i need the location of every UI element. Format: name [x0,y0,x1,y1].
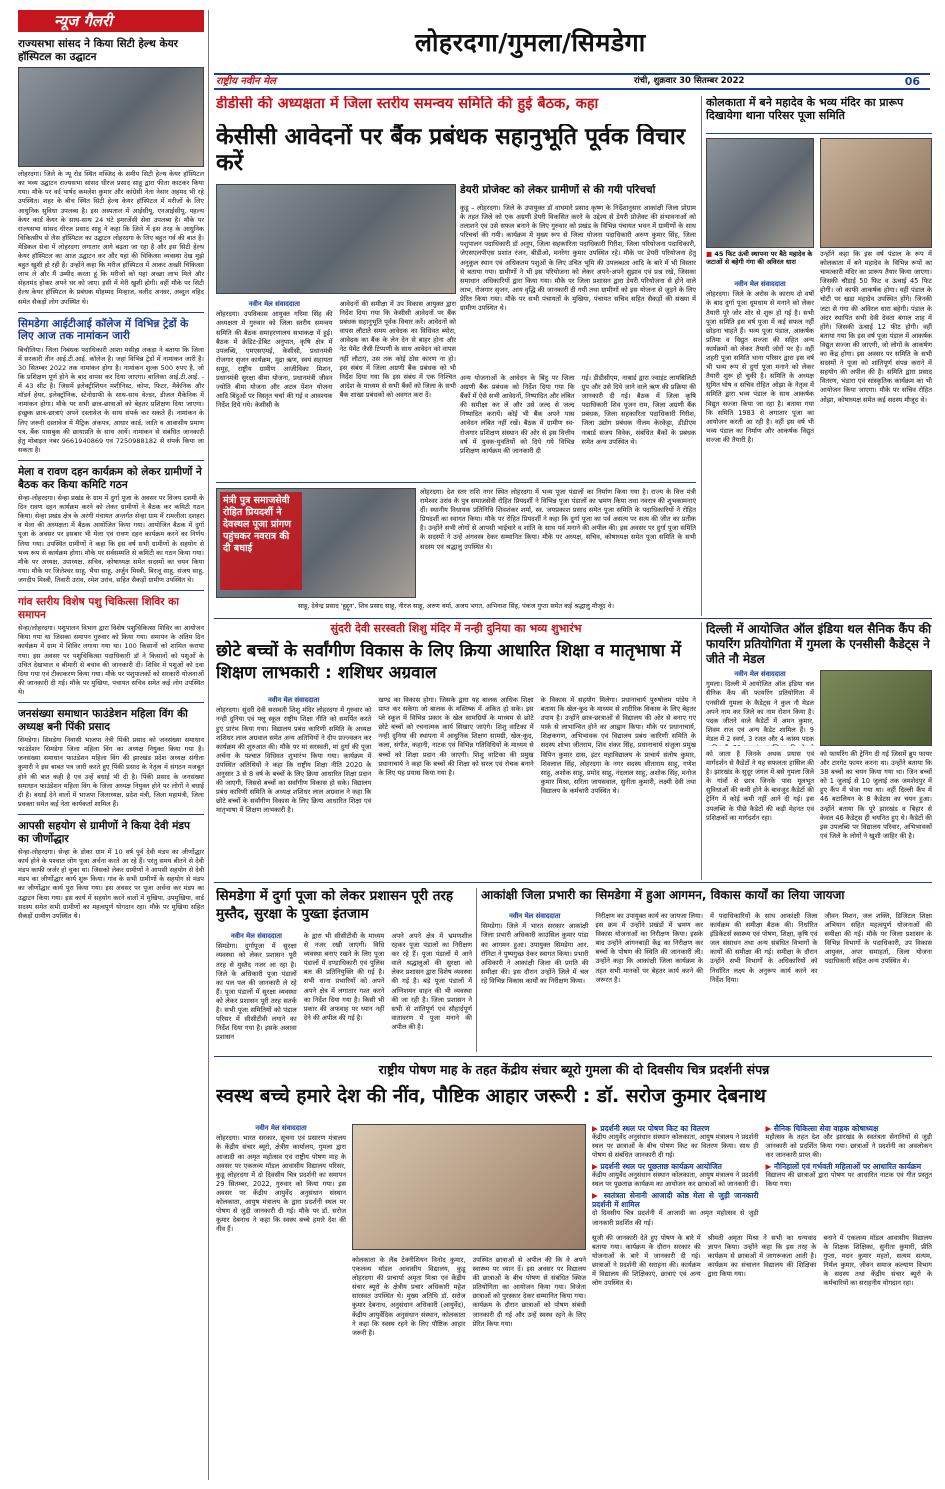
nutrition-col-4: सूजी की जानकारी देते हुए पोषण के बारे में बताया गया। कार्यक्रम के दौरान सरकार की योजनाओं के बारे में जानकारी दी गई। छात्राओं ने प्रदर्शनी की सराहना की। कार्यक्रम में विद्यालय की शिक्षिकाएं, छात्राएं एवं अन्य लोग उपस्थित थे। [592,1233,701,1288]
nutrition-sub-3-head: ▶ स्वतंत्रता सेनानी आजादी कोष्ठ मेला से जुड़ी जानकारी प्रदर्शनी में शामिल [592,1191,759,1210]
nutrition-sub-5-body: विद्यालय की छात्राओं द्वारा पोषण पर आधारित नाटक एवं गीत प्रस्तुत किया गया। [765,1171,932,1189]
nutrition-sub-1-body: केंद्रीय आयुर्वेद अनुसंधान संस्थान कोलकाता, आयुष मंत्रालय ने प्रदर्शनी स्थल पर छात्राओं के बीच पोषण किट का वितरण किया। साथ ही पोषण से संबंधित जानकारी दी गई। [592,1133,759,1160]
ncc-body-2 [706,750,814,878]
ddc-col-3: अन्य योजनाओं के आवेदन के बिंदु पर जिला अग्रणी बैंक प्रबंधक को निर्देश दिया गया कि बैंकों में ऐसे सभी आवेदनों, निष्पादित और लंबित की समीक्षा कर लें और उसे जल्द से जल्द निष्पादित करायें। कोई भी बैंक अपने पास आवेदन लंबित नहीं रखें। बैठक में ग्रामीण स्व-रोजगार प्रशिक्षण संस्थान की ओर से इस वित्तीय वर्ष में युवक-युवतियों को दिये गये विभिन्न प्रशिक्षण कार्यक्रम की जानकारी दी [460,374,575,455]
kolkata-byline: नवीन मेल संवाददाता [734,280,786,288]
ncc-body-1a [706,670,814,746]
page-title: लोहरदगा/गुमला/सिमडेगा [415,28,646,57]
gallery-story-4-headline: गांव स्तरीय विशेष पशु चिकित्सा शिविर का समापन [18,596,179,621]
school-kicker-box [216,622,696,638]
nutrition-sub-3-body: दो दिवसीय चित्र प्रदर्शनी में आजादी का अमृत महोत्सव से जुड़ी जानकारी प्रदर्शित की गई। [592,1209,759,1227]
news-gallery-title: न्यूज गैलरी [18,10,204,32]
aspirational-col-1 [481,912,589,986]
nutrition-sub-5-head: ▶ नौनिहालों एवं गर्भवती महिलाओं पर आधारित कार्यक्रम [765,1162,922,1172]
durga-col-3: अपने अपने क्षेत्र में भ्रमणशील रहकर पूजा पंडालों का निरीक्षण कर रहे हैं। पूजा पंडालों में आने वाले श्रद्धालुओं की सुरक्षा को लेकर प्रशासन द्वारा विशेष व्यवस्था की गई है। बड़े पूजा पंडालों में अग्निशमन वाहन की भी व्यवस्था की जा रही है। जिला प्रशासन ने सभी से शांतिपूर्ण एवं सौहार्दपूर्ण वातावरण में पूजा मनाने की अपील की है। [391,932,472,1031]
ncc-byline: नवीन मेल संवाददाता [734,670,786,678]
gallery-story-4-body: सेन्हा/लोहरदगा। पशुपालन विभाग द्वारा विशेष पशुचिकित्सा शिविर का आयोजन किया गया था जिसका समापन गुरुवार को किया गया। समापन के अंतिम दिन कार्यक्रम में ग्राम में शिविर लगाया गया था। 100 किसानों को शामिल कराया गया। इस अवसर पर पशुचिकित्सा पदाधिकारी डॉ ने किसानों को पशुओं के उचित देखभाल व बीमारी से बचाव की जानकारी दी। शिविर में पशुओं को दवा दिया गया एवं टीकाकरण किया गया। मौके पर पशुपालकों को सरकारी योजनाओं की जानकारी दी गई। मौके पर मुखिया, पंचायत सचिव समेत कई लोग उपस्थित थे। [18,624,204,696]
gallery-story-2-body: बिचौलिया। जिला निबंधक पदाधिकारी आशा मसीहा लकड़ा ने बताया कि जिला में सरकारी तीन आई.टी.आई. कॉलेज है। जहां विभिन्न ट्रेडों में नामांकन जारी है। 30 सितम्बर 2022 तक नामांकन होगा है। नामांकन शुल्क 500 रुपए है, जो कि प्रशिक्षण पूर्ण होने के बाद वापस कर दिया जाएगा। बालिका आई.टी.आई. - में 43 सीट है। जिसमें इलेक्ट्रीशियन मशीनिस्ट, कोपा, फिटर, मैकेनिक और मॉडर्न हेयर, इलेक्ट्रॉनिक, स्टेनोग्राफी के साथ-साथ वेल्डर, डीजल मैकेनिक में नामांकन होगा। मौके पर सभी छात्र-छात्राओं को बेहतर प्रशिक्षण दिया जाएगा। इच्छुक छात्र-छात्राएं अपने दस्तावेज के साथ संपर्क कर सकते हैं। नामांकन के लिए जरूरी दस्तावेज में मैट्रिक अंकपत्र, आधार कार्ड, जाति व आवासीय प्रमाण पत्र, बैंक पासबुक की छायाप्रति के साथ आयें। नामांकन से संबंधित जानकारी हेतु मोबाइल नंबर 9661940869 एवं 7250988182 से संपर्क किया जा सकता है। [18,345,204,454]
nutrition-byline: नवीन मेल संवाददाता [255,1124,307,1132]
minister-overlay-box [220,492,302,590]
divider [214,1056,932,1057]
ncc-text-3: को फायरिंग की ट्रेनिंग दी गई जिसमें ब्रुप फायर और टारगेट फायर करना था। उन्होंने बताया कि 38 बच्चों का चयन किया गया था। जिन बच्चों को 1 जुलाई से 10 जुलाई तक जमशेदपुर में हुए कैंप में भेजा गया था। वहीं दिल्ली कैंप में 46 बटालियन के 8 कैडेटस का चयन हुआ। उन्होंने बताया कि पूरे झारखंड व बिहार से केवल 46 कैडेट्स ही चयनित हुए थे। कैडेटों की इस उपलब्धि पर विद्यालय परिवार, अभिभावकों एवं जिले के लोगों ने खुशी जाहिर की है। [820,750,932,840]
kolkata-body-1 [706,280,814,616]
page-number: 06 [904,74,920,88]
nutrition-sub-col-right [766,1124,933,1228]
school-col-1 [216,696,371,816]
durga-col-2: के द्वारा भी सीसीटीवी के माध्यम से नजर रखी जाएगी। विधि व्यवस्था बनाए रखने के लिए पूजा पंडालों में दण्डाधिकारी एवं पुलिस बल की प्रतिनियुक्ति की गई है। सभी थाना प्रभारियों को अपने अपने क्षेत्र में लगातार गश्त करने का निर्देश दिया गया है। किसी भी प्रकार की अफवाह पर ध्यान नहीं देने की अपील की गई है। [303,932,385,1022]
kolkata-text-1: लोहरदगा। जिले के अरोस के काराय दो वर्षों के बाद दुर्गा पूजा धूमधाम से मनाने को लेकर तैयारी पूरे जोर शोर से शुरू हो गई है। सभी पूजा समिति इस वर्ष पूजा में कई सफल नहीं छोड़ना चाहते हैं। भव्य पूजा पंडाल, आकर्षक प्रतिमा व विद्युत सज्जा की सहित अन्य कार्यक्रमों को लेकर तैयारी जोरों पर है। वहीं शहरी पूजा समिति थाना परिसर द्वारा इस वर्ष भी भव्य रूप से दुर्गा पूजा मनाने को लेकर तैयारी शुरू हो चुकी है। समिति के अध्यक्ष सुमित घोष व सचिव रोहित ओझा के नेतृत्व में समिति द्वारा भव्य पंडाल के साथ आकर्षक विद्युत सज्जा किया जा रहा है। बताया गया कि समिति 1983 से लगातार पूजा का आयोजन करती आ रही है। वहीं इस वर्ष भी भव्य पंडाल का निर्माण और आकर्षक विद्युत सज्जा की तैयारी है। [706,290,814,444]
ncc-body-3 [820,750,932,878]
ncc-headline: दिल्ली में आयोजित ऑल इंडिया थल सैनिक कैंप की फायरिंग प्रतियोगिता में गुमला के एनसीसी कैडेट्स ने जीते नौ मेडल [706,622,932,666]
gallery-story-2-headline: सिमडेगा आईटीआई कॉलेज में विभिन्न ट्रेडों के लिए आज तक नामांकन जारी [18,317,189,343]
aspirational-text-1: सिमडेगा। जिले में भारत सरकार आकांक्षी जिला प्रभारी अधिकारी काउंसिल कुमार पांडा का आगमन हुआ। उपायुक्त सिमडेगा आर. रॉनिटा ने पुष्पगुच्छ देकर स्वागत किया। प्रभारी अधिकारी ने आकांक्षी जिला की प्रगति की समीक्षा की। इस दौरान उन्होंने जिले में चल रहे विभिन्न विकास कार्यों का निरीक्षण किया। [481,922,589,985]
gallery-story-5-body: सिमडेगा। सिमडेगा निवासी भाजपा नेत्री पिंकी प्रसाद को जनसंख्या समाधान फाउंडेशन सिमडेगा जिला महिला विंग का अध्यक्ष नियुक्त किया गया है। जनसंख्या समाधान फाउंडेशन महिला विंग की झारखंड प्रदेश अध्यक्ष संगीता कुमारी ने इस बाबत पत्र जारी करते हुए पिंकी प्रसाद के नेतृत्व में संगठन मजबूत होने की बात कही है एवं उन्हें बधाई भी दी है। पिंकी प्रसाद के जनसंख्या समाधान फाउंडेशन महिला विंग के जिला अध्यक्ष नियुक्त होने पर लोगों ने बधाई दी है। बधाई देने वालों में भाजपा जिलाध्यक्ष, प्रदेश मंत्री, जिला महामंत्री, जिला प्रवक्ता समेत कई नेता कार्यकर्ता शामिल हैं। [18,736,204,808]
ddc-col-2: आवेदनों की समीक्षा में उप विकास आयुक्त द्वारा निर्देश दिया गया कि केसीसी आवेदनों पर बैंक प्रबंधक सहानुभूति पूर्वक विचार करें। आवेदनों को वापस लौटाते समय आवेदक का विधिवत ब्योरा, आवेदक का बैंक के लेन देन से बाहर होना और नेट पेमेंट जैसी टिप्पणी के साथ आवेदन को वापस नहीं लौटाएं, उस तक कोई ठोस कारण ना हो। इस संबंध में जिला अग्रणी बैंक प्रबंधक को भी निर्देश दिया गया कि इस संबंध में एक निश्चित आदेश के माध्यम से सभी बैंकों को जिला के सभी बैंक शाखा प्रबंधकों को अवगत करा दें। [339,300,456,399]
school-body-cols [216,696,696,874]
aspirational-col-3: में पदाधिकारियों के साथ आकांक्षी जिला कार्यक्रम की समीक्षा बैठक की। निर्धारित इंडिकेटर्स स्वास्थ्य एवं पोषण, शिक्षा, कृषि एवं जल संसाधन तथा अन्य संबंधित विभागों के कार्यों की समीक्षा की गई। समीक्षा के दौरान उन्होंने सभी विभागों के अधिकारियों को निर्धारित लक्ष्य के अनुरूप कार्य करने का निर्देश दिया। [710,912,818,984]
gallery-story-3-headline: मेला व रावण दहन कार्यक्रम को लेकर ग्रामीणों ने बैठक कर किया कमिटि गठन [18,465,202,491]
nutrition-col-3: उपस्थित छात्राओं से अपील की कि वे अपने स्वास्थ्य पर ध्यान दें। इस अवसर पर विद्यालय की छात्राओं के बीच पोषण से संबंधित क्विज प्रतियोगिता का आयोजन किया गया। विजेता छात्राओं को पुरस्कार देकर सम्मानित किया गया। कार्यक्रम के दौरान छात्राओं को पोषण संबंधी जानकारी दी गई और उन्हें स्वस्थ रहने के लिए प्रेरित किया गया। [472,1256,586,1328]
column-divider [208,10,209,1480]
ncc-cadets-photo [820,670,932,746]
nutrition-kicker: राष्ट्रीय पोषण माह के तहत केंद्रीय संचार ब्यूरो गुमला की दो दिवसीय चित्र प्रदर्शनी संपन्न [378,1062,770,1077]
ncc-text-2: को जाता है जिनके अथक प्रयास एवं मार्गदर्शन से कैडेटों ने यह सफलता हासिल की है। झारखंड के सुदूर जंगल में बसे गुमला जिले के गांवों से छात्र जिनके पास मूलभूत सुविधाओं की कमी होने के बावजूद कैडेटों की ट्रेनिंग में कोई कमी नहीं आने दी गई। इस उपलब्धि के पीछे कैडेटों की कड़ी मेहनत एवं प्रशिक्षकों का मार्गदर्शन रहा। [706,750,814,822]
minister-caption: साहू, देवेन्द्र प्रसाद 'हुद्दून', शिव प्रसाद साहू, नीरज साहू, अरुण वर्मा, अजय भगत, अभिनाश सिंह, पंकज गुप्ता समेत कई श्रद्धालु मौजूद थे। [297,602,615,610]
gallery-story-3-body: सेन्हा-लोहरदगा। सेन्हा प्रखंड के ग्राम में दुर्गा पूजा के अवसर पर विजय दशमी के दिन रावण दहन कार्यक्रम करने को लेकर ग्रामीणों ने बैठक कर कमिटी गठन किया। सेन्हा प्रखंड क्षेत्र के अरंगी पंचायत अन्तर्गत सेन्हा ग्राम में रामलीला दशहरा व मेला की अध्यक्षता में बैठक आयोजित किया गया। आयोजित बैठक में दुर्गा पूजा के अवसर पर इसबार भी मेला एवं रावण दहन कार्यक्रम करने का निर्णय लिया गया। उपस्थित ग्रामीणों ने कहा कि इस वर्ष सभी ग्रामीणों के सहयोग से भव्य रूप से कार्यक्रम होगा। मौके पर सर्वसम्मति से कमिटी का गठन किया गया। मौके पर अध्यक्ष, उपाध्यक्ष, सचिव, कोषाध्यक्ष समेत सदस्यों का चयन किया गया। मौके पर जिलेश्वर साहू, भैया साहू, अर्जुन मिस्त्री, बिरजू साहू, संजय साहू, जगदीप मिस्त्री, तिवारी उरांव, रमेश उरांव, सहित सैकड़ों ग्रामीण उपस्थित थे। [18,494,204,584]
gallery-story-1-body: लोहरदगा। जिले के न्यू रोड स्थित मस्जिद के समीप सिटी हेल्थ केयर हॉस्पिटल का भव्य उद्घाटन राज्यसभा सांसद धीरज प्रसाद साहू द्वारा फीता काटकर किया गया। मौके पर वर्द पार्षद कमलेश कुमार और कांग्रेसी नेता नेसार अहमद भी रहे उपस्थित। शहर के बीच स्थित सिटी हेल्थ केयर हॉस्पिटल में मरीजों के लिए आधुनिक सुविधा उपलब्ध है। इस अस्पताल में आईसीयू, एनआईसीयू, पहल्थ केयर कार्ड केयर के साथ-साथ 24 घंटे इमरजेंसी सेवा उपलब्ध है। मौके पर राज्यसभा सांसद धीरज प्रसाद साहू ने कहा कि जिले में इस तरह के आधुनिक चिकित्सीय से लैस हॉस्पिटल का उद्घाटन लोहरदगा के लिए बहुत गर्व की बात है। मेडिकल सेवा में लोहरदगा लगातार आगे बढ़ता जा रहा है और इस सिटी हेल्थ केयर हॉस्पिटल का आज उद्घाटन कर और यहां की चिकित्सा व्यवस्था देख मुझे बहुत खुशी हो रही है। उन्होंने कहा कि मरीज हॉस्पिटल में आकर अच्छी चिकित्सा लाभ ले और मैं उम्मीद करता हूं कि मरीजों को यहां अच्छा लाभ मिले और सेहतमंद होकर अपने घर को जाए। इसी में मेरी खुशी होगी। वहीं मौके पर सिटी हेल्थ केयर हॉस्पिटल के प्रबंधक मोहम्मद मिन्हाज, वलीद अनवर, अब्दुल वहिद समेत सैकड़ों लोग उपस्थित थे। [18,170,204,306]
nutrition-headline: स्वस्थ बच्चे हमारे देश की नींव, पौष्टिक आहार जरूरी : डॉ. सरोज कुमार देबनाथ [216,1085,766,1107]
nutrition-col-6: बनाने में एकलव्य मॉडल आवासीय विद्यालय के शिक्षक शिक्षिका, सुनीता कुमारी, प्रीति गुप्ता, मदन कुमार महतो, सत्यम सत्यम, निर्मल कुमार, जीवन समाज कल्याण विभाग के सदस्य तथा केंद्रीय संचार ब्यूरो के कर्मचारियों का सराहनीय योगदान रहा। [823,1233,932,1288]
durga-text-1: सिमडेगा। दुर्गापूजा में सुरक्षा व्यवस्था को लेकर प्रशासन पूरी तरह से मुस्तैद नजर आ रहा है। जिले के अधिकारी पूजा पंडालों का पल पल की जानकारी ले रहे हैं। पूजा पंडालों में सुरक्षा व्यवस्था को लेकर प्रशासन पूरी तरह सतर्क है। सभी पूजा समितियों को पंडाल परिसर में सीसीटीवी लगाने का निर्देश दिया गया है। इसके अलावा प्रशासन [216,942,297,1042]
divider [18,814,204,815]
school-headline: छोटे बच्चों के सर्वांगीण विकास के लिए क्रिया आधारित शिक्षा व मातृभाषा में शिक्षण लाभकारी : शशिधर अग्रवाल [216,641,682,684]
nutrition-sub-1-text: प्रदर्शनी स्थल पर पोषण किट का वितरण [600,1124,710,1133]
aspirational-headline: आकांक्षी जिला प्रभारी का सिमडेगा में हुआ आगमन, विकास कार्यों का लिया जायजा [481,888,845,902]
dairy-text: कुडू – लोहरदगा। जिले के उपायुक्त डॉ वाघमारे प्रसाद कृष्ण के निर्देशानुसार आकांक्षी जिला प्रोग्राम के तहत जिले को एक अग्रणी डेयरी विकसित करने के उद्देश्य से डेयरी प्रोजेक्ट की संभावनाओं को तलाशने एवं उसे सफल बनाने के लिए गुरुवार को प्रखंड के विभिन्न पंचायत भवन में ग्रामीणों के साथ परिचर्चा की गयी। कार्यक्रम में मुख्य रूप से जिला योजना पदाधिकारी अरुण कुमार सिंह, जिला पशुपालन पदाधिकारी डॉ अनूप, जिला सहकारिता पदाधिकारी गिरीश, जिला परियोजना पदाधिकारी, जेएसएलपीएस प्रशांत रंजन, बीडीओ, मनरेगा कुमार उपस्थित रहे। मौके पर डेयरी परियोजना हेतु अनुकूल स्थान एवं अधिकतम पशुओं के लिए उचित भूमि की उपलब्धता आदि के बारे में भी विस्तार से बताया गया। ग्रामीणों ने भी इस परियोजना को लेकर अपने-अपने सुझाव एवं प्रश्न रखे, जिसका समाधान अधिकारियों द्वारा किया गया। मौके पर जिला प्रशासन द्वारा डेयरी परियोजना से होने वाले लाभ, रोजगार सृजन, आय वृद्धि की जानकारी दी गयी तथा ग्रामीणों को इस योजना से जुड़ने के लिए प्रेरित किया गया। मौके पर सभी पंचायतों के मुखिया, पंचायत सचिव सहित सैकड़ों की संख्या में ग्रामीण उपस्थित थे। [460,204,696,313]
nutrition-sub-2-text: प्रदर्शनी स्थल पर पूछताछ कार्यक्रम आयोजित [600,1162,722,1172]
school-byline: नवीन मेल संवाददाता [268,696,320,704]
ddc-col-4: गई। डीडीसीएम, नाबार्ड द्वारा ज्वाइंट लायबिलिटी ग्रुप और उसे दिये जाने वाले ऋण की प्रक्रिया की जानकारी दी गई। बैठक में जिला कृषि पदाधिकारी शिव पूजन राम, जिला अग्रणी बैंक प्रबंधक, जिला सहकारिता पदाधिकारी गिरीश, जिला उद्योग प्रबंधक नीलम केरकेट्टा, डीडीएम नाबार्ड संजय विवेक, संबंधित बैंकों के प्रबंधक समेत अन्य उपस्थित थे। [581,374,696,446]
school-col-3: के विकास में सहयोग मिलेगा। प्रधानाचार्य पुरुषोत्तम पांडेय ने बताया कि खेल-कूद के माध्यम से शारीरिक विकास के लिए बेहतर उपाय है। उन्होंने छात्र-छात्राओं से विद्यालय की ओर से बनाए गए पार्क से लाभान्वित होने का आह्वान किया। मौके पर प्रधानाचार्य, शिक्षकगण, अभिभावक एवं विद्यालय प्रबंध कारिणी समिति के सदस्य शोभा जीतराम, शिव शंकर सिंह, प्रधानाचार्य संजुला प्रमुख विपिन कुमार दास, इंटर महाविद्यालय के प्राचार्य संतोष कुमार, शिवलाल सिंह, लोहरदगा के नगर सदस्य सीताराम साहू, गणेश साहू, अशोक साहू, प्रमोद साहू, नंदलाल साहू, अशोक सिंह, मनोज कुमार मिश्रा, सरिता जायसवाल, सुनीता कुमारी, लक्ष्मी देवी तथा विद्यालय के कर्मचारी उपस्थित थे। [540,696,696,795]
kolkata-headline: कोलकाता में बने महादेव के भव्य मंदिर का प्रारूप दिखायेगा थाना परिसर पूजा समिति [706,96,904,123]
divider [18,702,204,703]
dateline: रांची, शुक्रवार 30 सितम्बर 2022 [634,75,745,86]
nutrition-sidebar [592,1124,932,1474]
durga-byline: नवीन मेल संवाददाता [230,932,282,940]
ddc-text-1: लोहरदगा। उपविकास आयुक्त गरिमा सिंह की अध्यक्षता में गुरुवार को जिला स्तरीय समन्वय समिति की बैठक समाहरणालय सभाकक्ष में हुई। बैठक में क्रेडिट-डेबिट अनुपात, कृषि क्षेत्र में उपलब्धि, एमएसएमई, केसीसी, प्रधानमंत्री रोजगार सृजन कार्यक्रम, मुद्रा ऋण, स्वयं सहायता समूह, राष्ट्रीय ग्रामीण आजीविका मिशन, प्रधानमंत्री सुरक्षा बीमा योजना, प्रधानमंत्री जीवन ज्योति बीमा योजना और अटल पेंशन योजना आदि बिंदुओं पर विस्तृत चर्चा की गई व आवश्यक निर्देश दिये गये। केसीसी के [216,310,333,410]
divider [216,482,696,483]
dairy-headline-box [460,184,696,202]
nutrition-sub-1-head: ▶ प्रदर्शनी स्थल पर पोषण किट का वितरण [592,1124,710,1133]
gallery-story-6-headline: आपसी सहयोग से ग्रामीणों ने किया देवी मंडप का जीर्णोद्धार [18,819,190,845]
column-divider [701,622,702,880]
minister-overlay-text: मंत्री पुत्र समाजसेवी रोहित प्रियदर्शी ने देवस्थल पूजा प्रांगण पहुंचकर नवरात्र की दी बधाई [223,495,291,554]
durga-headline-box [216,888,472,928]
nutrition-sub-4-body: महोत्सव के तहत देश और झारखंड के स्वतंत्रता सेनानियों से जुड़ी जानकारी को प्रदर्शित किया गया। छात्राओं ने प्रदर्शनी का अवलोकन कर जानकारी प्राप्त की। [765,1133,932,1160]
nutrition-body-1 [216,1124,346,1476]
durga-body-cols [216,932,472,1050]
school-col-2: खण्ड का विकास होगा। जिसके द्वारा यह बालक आधिक शिक्षा प्राप्त कर सकेगा जो बालक के मस्तिष्क में अंकित हो सके। इस प्ले स्कूल में विभिन्न प्रकार के खेल सामग्रियों के माध्यम से छोटे छोटे बच्चों को रचनात्मक कार्य सिखाए जाएंगे। शिशु वाटिका में नन्ही दुनिया की स्थापना में आधुनिक शिक्षण सामग्री, खेल-कूद, कला, संगीत, कहानी, नाटक एवं विभिन्न गतिविधियों के माध्यम से बच्चों को शिक्षा प्रदान की जाएगी। शिशु वाटिका की प्रमुख प्रधानाचार्य ने कहा कि बच्चों की शिक्षा को सरल एवं रोचक बनाने के लिए यह प्रयास किया गया है। [378,696,534,777]
ddc-col-1 [216,300,333,410]
dairy-body [460,204,696,370]
aspirational-col-4: जीवन मिशन, जल शक्ति, डिजिटल शिक्षा अभियान सहित महत्वपूर्ण योजनाओं की समीक्षा की गई। मौके पर जिला प्रशासन के विभिन्न विभागों के पदाधिकारी, उप विकास आयुक्त, अपर समाहर्ता, जिला योजना पदाधिकारी सहित अन्य उपस्थित थे। [824,912,932,966]
ddc-kicker-box [216,96,696,122]
header-bar [214,73,930,90]
hospital-inauguration-photo [18,67,204,167]
ncc-text-1: गुमला। दिल्ली में आयोजित ऑल इंडिया थल सैनिक कैंप की फायरिंग प्रतियोगिता में एनसीसी गुमला के कैडेट्स ने कुल नौ मेडल अपने नाम कर जिले का नाम रोशन किया है। पदक जीतने वाले कैडेटों में अमन कुमार, शिवम राज एवं अन्य कैडेट शामिल हैं। 9 मेडल में 2 स्वर्ण, 3 रजत और 4 कांस्य पदक [706,680,814,743]
ddc-headline-box [216,124,696,184]
aspirational-col-2: निरीक्षण का उपायुक्त कार्य का जायजा लिया। इस क्रम में उन्होंने प्रखंडों में भ्रमण कर विकास योजनाओं का निरीक्षण किया। इसके बाद उन्होंने आंगनबाड़ी केंद्र का निरीक्षण कर बच्चों के पोषण की स्थिति की जानकारी ली। उन्होंने कहा कि आकांक्षी जिला कार्यक्रम के तहत सभी मानकों पर बेहतर कार्य करने की जरूरत है। [595,912,703,984]
nutrition-sub-4-text: सैनिक चिकित्सा सेवा वाहक कोषाध्यक्ष [773,1124,879,1133]
ncc-headline-box [706,622,932,666]
school-headline-box [216,640,696,690]
kolkata-body-2 [820,250,932,616]
durga-col-1 [216,932,297,1042]
divider [18,590,204,591]
column-divider [701,96,702,616]
nutrition-col-5: श्रीमती अमृता मिश्रा ने सभी का धन्यवाद ज्ञापन किया। उन्होंने कहा कि इस तरह के कार्यक्रम से छात्राओं में जागरूकता आती है। कार्यक्रम का संचालन विद्यालय की शिक्षिका द्वारा किया गया। [707,1233,817,1279]
ddc-body-cols-2 [460,374,696,480]
kolkata-headline-box [706,96,932,134]
aspirational-byline: नवीन मेल संवाददाता [509,912,561,920]
kolkata-photo-caption: ■ 45 फिट ऊंची स्थापना पर बैठे महादेव के जटाओं से बहेगी गंगा की अविरल धारा [706,250,813,267]
nutrition-sub-3-text: स्वतंत्रता सेनानी आजादी कोष्ठ मेला से जुड़ी जानकारी प्रदर्शनी में शामिल [592,1191,759,1210]
nutrition-sub-5-text: नौनिहालों एवं गर्भवती महिलाओं पर आधारित कार्यक्रम [773,1162,922,1172]
nutrition-sub-2-head: ▶ प्रदर्शनी स्थल पर पूछताछ कार्यक्रम आयोजित [592,1162,722,1172]
gallery-story-6-body: सेन्हा-लोहरदगा। सेन्हा के डोका ग्राम में 10 वर्ष पूर्व देवी मंडप का जीर्णोद्धार कार्य होने के पश्चात लोग पूजा अर्चना करते आ रहे हैं। परंतु समय बीतने से देवी मंडप काफी जर्जर हो चुका था। जिसको लेकर ग्रामीणों ने आपसी सहयोग से देवी मंडप का जीर्णोद्धार कार्य शुरू किया। गांव के सभी ग्रामीणों के सहयोग से मंडप का जीर्णोद्धार कार्य पूरा किया गया। इस अवसर पर पूजा अर्चना कर मंडप का उद्घाटन किया गया। इस कार्य में सहयोग करने वालों में मुखिया, उपमुखिया, वार्ड सदस्य समेत सभी ग्रामीणों का महत्वपूर्ण योगदान रहा। मौके पर मुखिया सहित सैकड़ों ग्रामीण उपस्थित थे। [18,848,204,920]
kolkata-portrait-photo [820,138,932,248]
nutrition-headline-box [216,1084,932,1118]
ddc-headline: केसीसी आवेदनों पर बैंक प्रबंधक सहानुभूति पूर्वक विचार करें [216,124,686,177]
brand-name: राष्ट्रीय नवीन मेल [216,75,276,87]
ddc-body-cols [216,300,456,478]
nutrition-sub-col-left [592,1124,759,1228]
kolkata-text-2: उन्होंने कहा कि इस वर्ष पंडाल के रूप में कोलकाता में बने महादेव के विभिन्न रूपों का चामत्कारी मंदिर का प्रारूप तैयार किया जाएगा। जिसकी चौड़ाई 50 फिट व ऊंचाई 45 फिट होगी। जो काफी आकर्षक होगा। वहीं पंडाल के चोटी पर खड़ा महादेव उपस्थित होंगे। जिनकी जटा से गंगा की अविरल धारा बहेगी। पंडाल के अंदर स्थापित सभी देवी देवता बंगाल शाह में होंगे। जिसकी ऊंचाई 12 फीट होगी। वहीं बताया गया कि इस वर्ष पूजा पंडाल में आकर्षक विद्युत सज्जा की जाएगी, जो लोगों के आकर्षण का केंद्र होगा। इस अवसर पर समिति के सभी सदस्यों ने पूजा को शांतिपूर्ण संपन्न कराने में सहयोग की अपील की है। समिति द्वारा प्रसाद वितरण, भंडारा एवं सांस्कृतिक कार्यक्रम का भी आयोजन किया जाएगा। मौके पर सचिव रोहित ओझा, कोषाध्यक्ष समेत कई सदस्य मौजूद थे। [820,250,932,404]
school-kicker: सुंदरी देवी सरस्वती शिशु मंदिर में नन्ही दुनिया का भव्य शुभारंभ [330,622,582,635]
column-divider [476,888,477,1052]
divider [18,312,204,313]
nutrition-kicker-box [216,1062,932,1080]
divider [18,460,204,461]
divider [214,882,932,883]
ddc-kicker: डीडीसी की अध्यक्षता में जिला स्तरीय समन्वय समिति की हुई बैठक, कहा [216,96,599,112]
nutrition-body-cols [352,1256,586,1476]
news-gallery-column [18,10,204,1480]
ddc-meeting-photo [216,184,456,294]
minister-body [420,488,696,598]
nutrition-sub-2-body: केंद्रीय आयुर्वेद अनुसंधान संस्थान कोलकाता, आयुष मंत्रालय ने प्रदर्शनी स्थल पर पूछताछ कार्यक्रम का आयोजन कर छात्राओं को जानकारी दी। [592,1171,759,1189]
aspirational-body-cols [481,912,932,1052]
aspirational-headline-box [481,888,932,910]
school-text-1: लोहरदगा। सुंदरी देवी सरस्वती शिशु मंदिर लोहरदगा में गुरुवार को नन्ही दुनिया एवं फ्लू स्कूल राष्ट्रीय शिक्षा नीति को समर्पित करते हुए प्रारंभ किया गया। विद्यालय प्रबंध कारिणी समिति के अध्यक्ष शशिधर लाल अग्रवाल समेत अन्य अतिथियों ने दीप प्रज्ज्वलन कर कार्यक्रम की शुरुआत की। मौके पर मां सरस्वती, मां दुर्गा की पूजा अर्चना के पश्चात विधिवत शुभारंभ किया गया। कार्यक्रम में उपस्थित अतिथियों ने कहा कि राष्ट्रीय शिक्षा नीति 2020 के अनुसार 3 से 8 वर्ष के बच्चों के लिए क्रिया आधारित शिक्षा प्रदान की जाएगी, जिससे बच्चों का सर्वांगीण विकास हो सके। विद्यालय प्रबंध कारिणी समिति के अध्यक्ष शशिधर लाल अग्रवाल ने कहा कि छोटे बच्चों के सर्वांगीण विकास के लिए क्रिया आधारित शिक्षा एवं मातृभाषा में शिक्षण लाभकारी है। [216,706,372,815]
nutrition-sub-4-head: ▶ सैनिक चिकित्सा सेवा वाहक कोषाध्यक्ष [765,1124,879,1133]
durga-headline: सिमडेगा में दुर्गा पूजा को लेकर प्रशासन पूरी तरह मुस्तैद, सुरक्षा के पुख्ता इंतजाम [216,888,454,922]
minister-text: लोहरदगा। देश स्तर राशि नगर स्थित लोहरदगा में भव्य पूजा पंडालों का निर्माण किया गया है। राज्य के वित्त मंत्री रामेश्वर उरांव के पुत्र समाजसेवी रोहित प्रियदर्शी ने विभिन्न पूजा पंडालों का भ्रमण किया तथा नवरात्र की शुभकामनाएं दीं। स्थानीय विधायक प्रतिनिधि शिवशंकर शर्मा, स्व. जयप्रकाश प्रसाद समेत पूजा समिति के पदाधिकारियों ने रोहित प्रियदर्शी का स्वागत किया। मौके पर रोहित प्रियदर्शी ने कहा कि दुर्गा पूजा का पर्व असत्य पर सत्य की जीत का प्रतीक है। उन्होंने सभी लोगों से आपसी भाईचारे व शांति के साथ पर्व मनाने की अपील की। इस अवसर पर दुर्गा पूजा समिति के सदस्यों ने उन्हें अंगवस्त्र देकर सम्मानित किया। मौके पर अध्यक्ष, सचिव, कोषाध्यक्ष समेत पूजा समिति के सभी सदस्य एवं श्रद्धालु उपस्थित थे। [420,488,696,551]
kolkata-photo-caption-text: 45 फिट ऊंची स्थापना पर बैठे महादेव के जटाओं से बहेगी गंगा की अविरल धारा [706,250,813,267]
nutrition-text-1: लोहरदगा। भारत सरकार, सूचना एवं प्रसारण मंत्रालय के केंद्रीय संचार ब्यूरो, क्षेत्रीय कार्यालय, गुमला द्वारा आजादी का अमृत महोत्सव एवं राष्ट्रीय पोषण माह के अवसर पर एकलव्य मॉडल आवासीय विद्यालय परिसर, कुडू लोहरदगा में दो दिवसीय चित्र प्रदर्शनी का समापन 29 सितम्बर, 2022, गुरुवार को किया गया। इस अवसर पर केंद्रीय आयुर्वेद अनुसंधान संस्थान कोलकाता, आयुष मंत्रालय के द्वारा प्रदर्शनी स्थल पर पोषण से जुड़ी जानकारी दी गई। मौके पर डॉ. सरोज कुमार देबनाथ ने कहा कि स्वस्थ बच्चे हमारे देश की नींव हैं। [216,1134,346,1234]
nutrition-bottom-cols [592,1234,932,1289]
nutrition-col-2: कोलकाता के लैब टेक्नीशियन विनोद कुमार, एकलव्य मॉडल आवासीय विद्यालय, कुडू लोहरदगा की प्राचार्या अमृता मिश्रा एवं केंद्रीय संचार ब्यूरो के क्षेत्रीय प्रचार अधिकारी महेश सारस्वत उपस्थित थे। मुख्य अतिथि डॉ. सरोज कुमार देबनाथ, अनुसंधान अधिकारी (आयुर्वेद), केंद्रीय आयुर्वेदिक अनुसंधान संस्थान, कोलकाता ने कहा कि स्वस्थ रहने के लिए पौष्टिक आहार जरूरी है। [352,1256,466,1337]
gallery-story-5-headline: जनसंख्या समाधान फाउंडेशन महिला विंग की अध्यक्ष बनी पिंकी प्रसाद [18,707,188,733]
gallery-story-1-headline: राज्यसभा सांसद ने किया सिटी हेल्थ केयर हॉस्पिटल का उद्घाटन [18,38,178,63]
nutrition-exhibition-photo [352,1124,586,1250]
divider [214,618,932,619]
dairy-headline: डेयरी प्रोजेक्ट को लेकर ग्रामीणों से की गयी परिचर्चा [460,184,656,196]
kolkata-temple-photo [706,138,814,248]
ddc-byline: नवीन मेल संवाददाता [248,300,300,308]
